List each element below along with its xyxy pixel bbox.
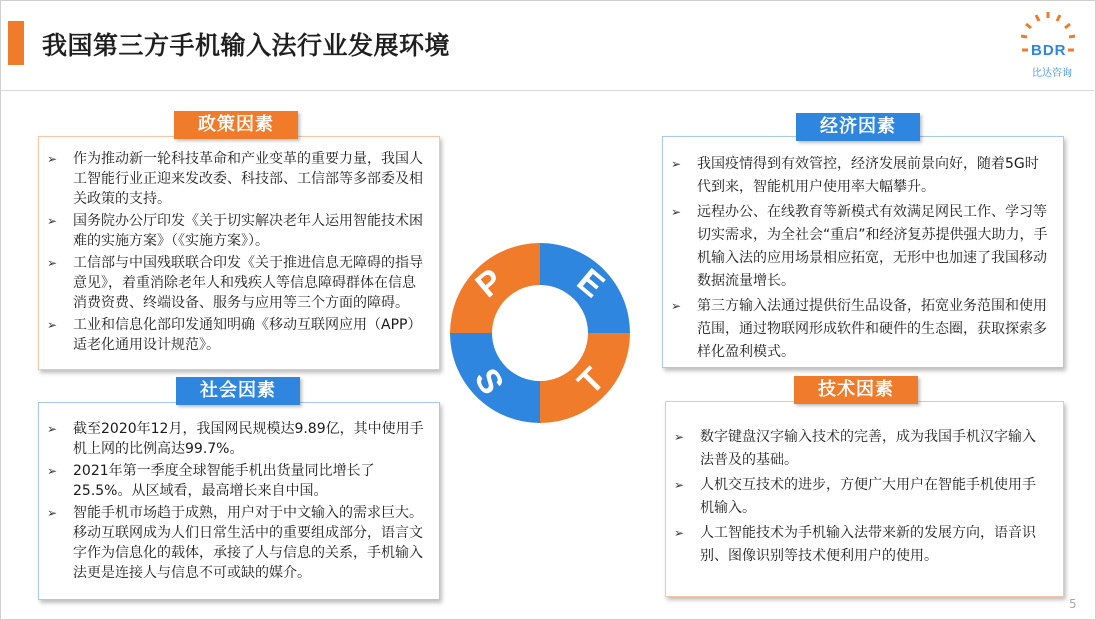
bullet-arrow-icon: ➢ [671, 205, 682, 219]
economic-box [662, 136, 1064, 368]
list-item [39, 211, 425, 251]
bullet-arrow-icon: ➢ [47, 214, 58, 228]
list-item [39, 461, 425, 501]
technology-box [665, 401, 1064, 597]
technology-item-text: 人工智能技术为手机输入法带来新的发展方向，语音识别、图像识别等技术便利用户的使用。 [700, 525, 1036, 564]
pest-letter-e: E [569, 261, 612, 306]
bullet-arrow-icon: ➢ [671, 299, 682, 313]
bullet-arrow-icon: ➢ [47, 152, 58, 166]
social-item-text: 截至2020年12月，我国网民规模达9.89亿，其中使用手机上网的比例高达99.7%。 [73, 421, 424, 457]
list-item [39, 419, 425, 459]
policy-tag: 政策因素 [174, 111, 298, 139]
bullet-arrow-icon: ➢ [674, 478, 685, 492]
page-title: 我国第三方手机输入法行业发展环境 [42, 31, 451, 60]
pest-letter-t: T [570, 360, 613, 403]
list-item [39, 253, 425, 313]
social-box [38, 402, 440, 600]
technology-item-text: 数字键盘汉字输入技术的完善，成为我国手机汉字输入法普及的基础。 [700, 429, 1036, 468]
technology-tag: 技术因素 [794, 376, 918, 404]
bullet-arrow-icon: ➢ [47, 422, 58, 436]
social-tag: 社会因素 [176, 377, 300, 405]
economic-tag: 经济因素 [796, 113, 920, 141]
bullet-arrow-icon: ➢ [674, 526, 685, 540]
pest-ring-diagram [450, 242, 630, 424]
list-item [663, 295, 1049, 364]
list-item [666, 522, 1045, 567]
social-list [39, 419, 439, 583]
policy-box [38, 136, 440, 370]
logo-text: BDR [1031, 42, 1067, 59]
bullet-arrow-icon: ➢ [47, 256, 58, 270]
social-item-text: 2021年第一季度全球智能手机出货量同比增长了25.5%。从区域看，最高增长来自中国。 [73, 463, 375, 499]
pest-letter-p: P [468, 261, 511, 306]
economic-item-text: 我国疫情得到有效管控，经济发展前景向好，随着5G时代到来，智能机用户使用率大幅攀升。 [697, 156, 1039, 195]
technology-list [666, 426, 1063, 567]
policy-item-text: 工业和信息化部印发通知明确《移动互联网应用（APP）适老化通用设计规范》。 [73, 317, 422, 353]
economic-list [663, 153, 1063, 364]
list-item [39, 315, 425, 355]
page-number: 5 [1069, 597, 1077, 611]
list-item [666, 426, 1045, 471]
economic-item-text: 远程办公、在线教育等新模式有效满足网民工作、学习等切实需求，为全社会“重启”和经济复苏提供强大助力，手机输入法的应用场景相应拓宽，无形中也加速了我国移动数据流量增长。 [697, 204, 1048, 289]
policy-item-text: 工信部与中国残联联合印发《关于推进信息无障碍的指导意见》，着重消除老年人和残疾人等信息障碍群体在信息消费资费、终端设备、服务与应用等三个方面的障碍。 [73, 255, 423, 311]
list-item [663, 201, 1049, 293]
list-item [663, 153, 1049, 199]
bullet-arrow-icon: ➢ [47, 318, 58, 332]
list-item [39, 503, 425, 583]
policy-item-text: 作为推动新一轮科技革命和产业变革的重要力量，我国人工智能行业正迎来发改委、科技部、工信部等多部委及相关政策的支持。 [73, 151, 423, 207]
logo-subtitle: 比达咨询 [1032, 68, 1072, 79]
header-divider [0, 90, 1094, 91]
pest-letter-s: S [466, 362, 511, 401]
technology-item-text: 人机交互技术的进步，方便广大用户在智能手机使用手机输入。 [700, 477, 1036, 516]
title-accent-bar [8, 21, 24, 65]
bullet-arrow-icon: ➢ [47, 464, 58, 478]
bullet-arrow-icon: ➢ [674, 430, 685, 444]
bullet-arrow-icon: ➢ [47, 506, 58, 520]
economic-item-text: 第三方输入法通过提供衍生品设备，拓宽业务范围和使用范围，通过物联网形成软件和硬件的生态圈，获取探索多样化盈利模式。 [697, 298, 1047, 360]
list-item [39, 149, 425, 209]
bullet-arrow-icon: ➢ [671, 157, 682, 171]
social-item-text: 智能手机市场趋于成熟，用户对于中文输入的需求巨大。移动互联网成为人们日常生活中的重要组成部分，语言文字作为信息化的载体，承接了人与信息的关系，手机输入法更是连接人与信息不可或缺的媒介。 [73, 505, 423, 581]
policy-list [39, 149, 439, 355]
list-item [666, 474, 1045, 519]
policy-item-text: 国务院办公厅印发《关于切实解决老年人运用智能技术困难的实施方案》（《实施方案》）。 [73, 213, 423, 249]
